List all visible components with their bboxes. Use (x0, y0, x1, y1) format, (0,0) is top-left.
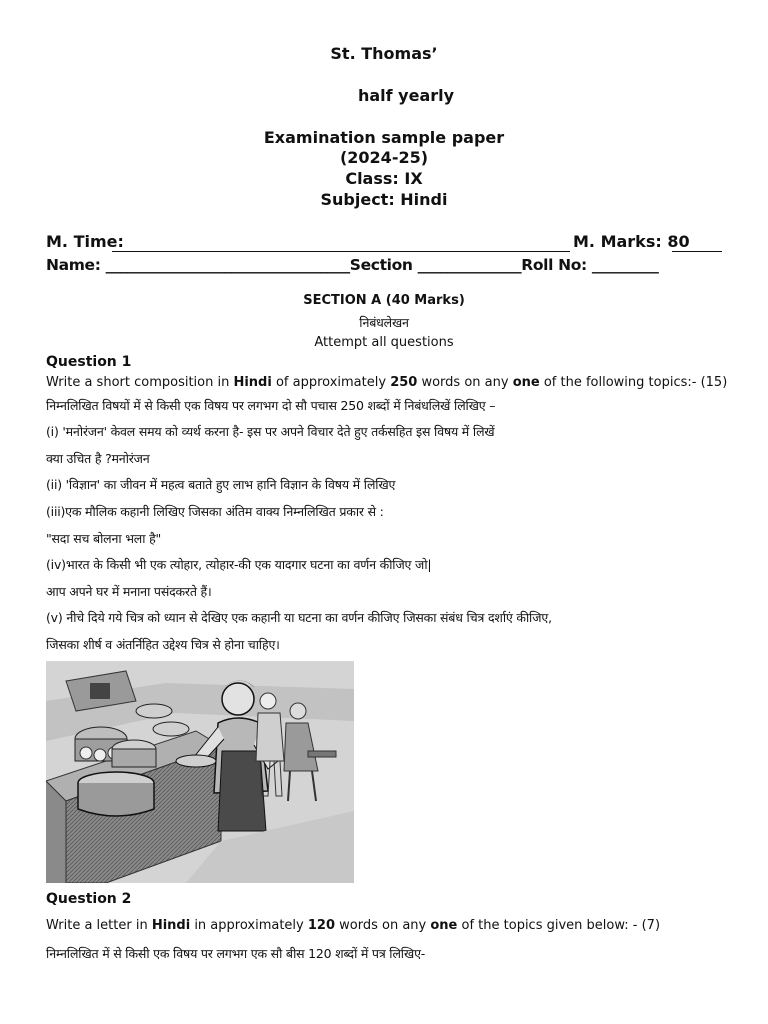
question-1-heading: Question 1 (46, 354, 132, 370)
question-2-hindi-instruction: निम्नलिखित में से किसी एक विषय पर लगभग एक सौ बीस 120 शब्दों में पत्र लिखिए- (46, 946, 426, 961)
marks-label: M. Marks: 80 (573, 232, 690, 251)
topic-4-line-2: आप अपने घर में मनाना पसंदकरते हैं। (46, 584, 212, 599)
question-1-prompt: Write a short composition in Hindi of approximately 250 words on any one of the following topics:- (15) (46, 375, 728, 390)
topic-1-line-2: क्या उचित है ?मनोरंजन (46, 451, 150, 466)
exam-term: half yearly (357, 86, 455, 105)
exam-title: Examination sample paper (263, 128, 505, 147)
topic-2: (ii) 'विज्ञान' का जीवन में महत्व बताते हुए लाभ हानि विज्ञान के विषय में लिखिए (46, 477, 396, 492)
school-name: St. Thomas’ (330, 44, 438, 63)
section-a-hindi-title: निबंधलेखन (359, 315, 409, 330)
section-a-instruction: Attempt all questions (314, 335, 454, 350)
topic-5-line-2: जिसका शीर्ष व अंतर्निहित उद्देश्य चित्र से होना चाहिए। (46, 637, 280, 652)
name-section-roll-line: Name: _________________________________Section ______________Roll No: _________ (46, 256, 659, 274)
question-1-hindi-instruction: निम्नलिखित विषयों में से किसी एक विषय पर लगभग दो सौ पचास 250 शब्दों में निबंधलिखें लिखिए – (46, 398, 496, 413)
question-2-prompt: Write a letter in Hindi in approximately 120 words on any one of the topics given below: - (7) (46, 918, 661, 933)
street-food-stall-illustration (46, 661, 354, 883)
topic-5-line-1: (v) नीचे दिये गये चित्र को ध्यान से देखिए एक कहानी या घटना का वर्णन कीजिए जिसका संबंध चित्र दर्शाएं कीजिए, (46, 610, 552, 625)
time-underline (112, 251, 570, 252)
question-2-heading: Question 2 (46, 891, 132, 907)
exam-class: Class: IX (345, 169, 423, 188)
topic-1-line-1: (i) 'मनोरंजन' केवल समय को व्यर्थ करना है- इस पर अपने विचार देते हुए तर्कसहित इस विषय में लिखें (46, 424, 495, 439)
section-a-title: SECTION A (40 Marks) (303, 293, 465, 308)
topic-3-line-2: "सदा सच बोलना भला है" (46, 531, 162, 546)
exam-year: (2024-25) (339, 148, 429, 167)
time-label: M. Time: (46, 232, 124, 251)
marks-underline (672, 251, 722, 252)
exam-subject: Subject: Hindi (320, 190, 448, 209)
topic-4-line-1: (iv)भारत के किसी भी एक त्योहार, त्योहार-की एक यादगार घटना का वर्णन कीजिए जो| (46, 557, 432, 572)
topic-3-line-1: (iii)एक मौलिक कहानी लिखिए जिसका अंतिम वाक्य निम्नलिखित प्रकार से : (46, 504, 384, 519)
